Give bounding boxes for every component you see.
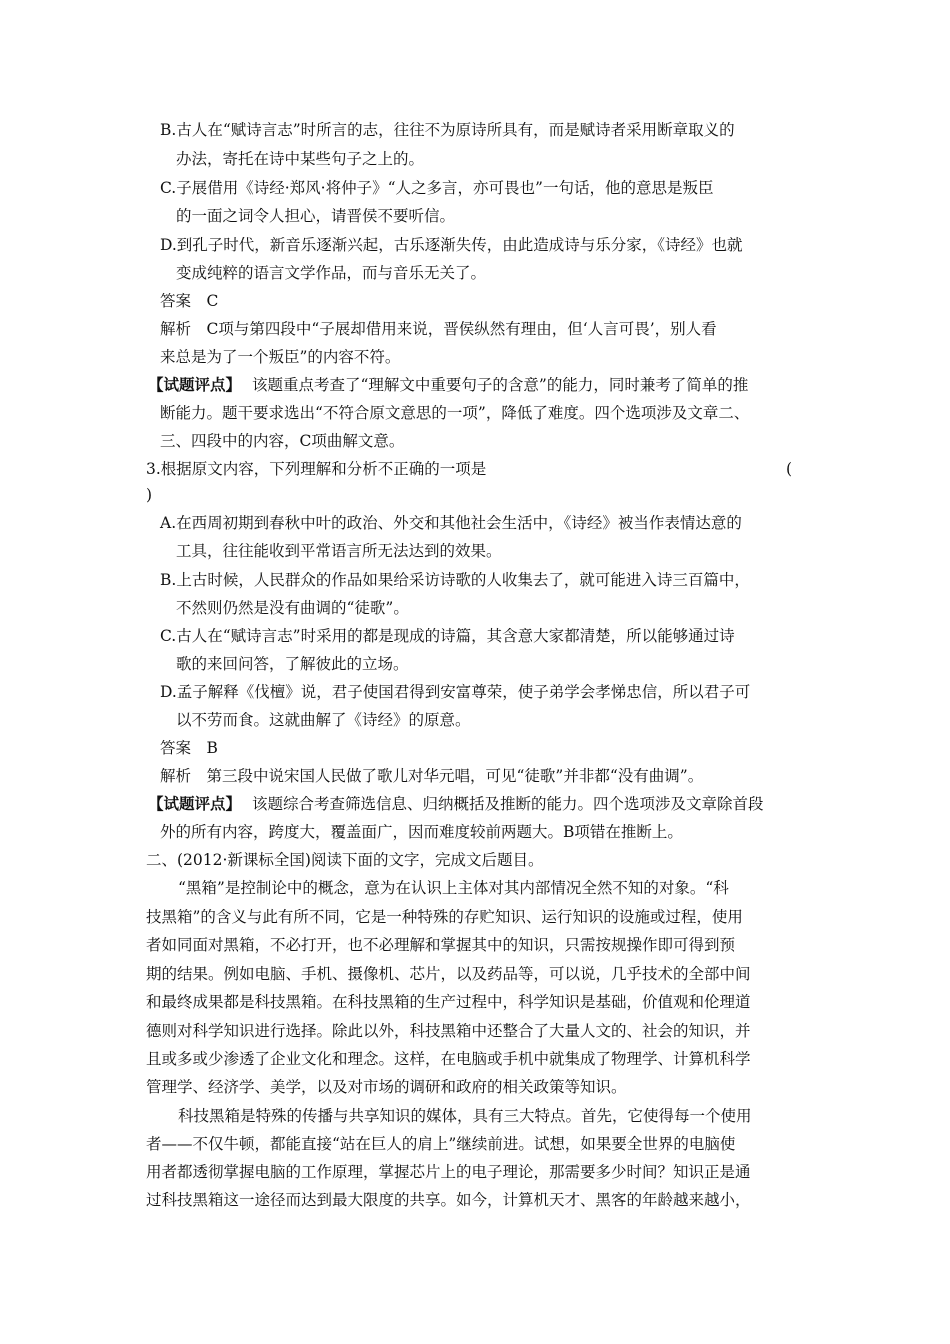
q3-option-d-line1: D.孟子解释《伐檀》说，君子使国君得到安富尊荣，使子弟学会孝悌忠信，所以君子可	[160, 683, 751, 701]
q2-review-line2: 断能力。题干要求选出“不符合原文意思的一项”，降低了难度。四个选项涉及文章二、	[160, 404, 750, 422]
q2-option-b-line2: 办法，寄托在诗中某些句子之上的。	[176, 150, 425, 168]
section2-para2-line4: 过科技黑箱这一途径而达到最大限度的共享。如今，计算机天才、黑客的年龄越来越小，	[146, 1191, 751, 1209]
q2-option-c-line1: C.子展借用《诗经·郑风·将仲子》“人之多言，亦可畏也”一句话，他的意思是叛臣	[160, 179, 714, 197]
q2-analysis-line1: 解析 C项与第四段中“子展却借用来说，晋侯纵然有理由，但‘人言可畏’，别人看	[160, 320, 717, 338]
q3-option-d-line2: 以不劳而食。这就曲解了《诗经》的原意。	[176, 711, 471, 729]
section2-heading: 二、(2012·新课标全国)阅读下面的文字，完成文后题目。	[146, 851, 544, 869]
q3-paren-close: )	[146, 486, 153, 504]
q2-review-line1: 该题重点考查了“理解文中重要句子的含意”的能力，同时兼考了简单的推	[252, 376, 749, 394]
q3-stem: 3.根据原文内容，下列理解和分析不正确的一项是	[146, 460, 487, 478]
q2-option-c-line2: 的一面之词令人担心，请晋侯不要听信。	[176, 207, 456, 225]
q3-answer: 答案 B	[160, 739, 218, 757]
section2-para2-line2: 者——不仅牛顿，都能直接“站在巨人的肩上”继续前进。试想，如果要全世界的电脑使	[146, 1135, 736, 1153]
q3-review-line1: 该题综合考查筛选信息、归纳概括及推断的能力。四个选项涉及文章除首段	[252, 795, 764, 813]
q3-option-c-line2: 歌的来回问答，了解彼此的立场。	[176, 655, 409, 673]
section2-para2-line1: 科技黑箱是特殊的传播与共享知识的媒体，具有三大特点。首先，它使得每一个使用	[178, 1107, 752, 1125]
q3-review-label: 【试题评点】	[148, 794, 242, 813]
q3-paren-open: (	[786, 460, 793, 478]
section2-para1-line4: 期的结果。例如电脑、手机、摄像机、芯片，以及药品等，可以说，几乎技术的全部中间	[146, 965, 751, 983]
q3-option-b-line1: B.上古时候，人民群众的作品如果给采访诗歌的人收集去了，就可能进入诗三百篇中，	[160, 571, 750, 589]
q2-answer: 答案 C	[160, 292, 219, 310]
q2-review-label: 【试题评点】	[148, 375, 242, 394]
q2-analysis-line2: 来总是为了一个叛臣”的内容不符。	[160, 348, 401, 366]
q3-option-a-line2: 工具，往往能收到平常语言所无法达到的效果。	[176, 542, 502, 560]
section2-para1-line7: 且或多或少渗透了企业文化和理念。这样，在电脑或手机中就集成了物理学、计算机科学	[146, 1050, 751, 1068]
q3-option-c-line1: C.古人在“赋诗言志”时采用的都是现成的诗篇，其含意大家都清楚，所以能够通过诗	[160, 627, 735, 645]
q2-option-b-line1: B.古人在“赋诗言志”时所言的志，往往不为原诗所具有，而是赋诗者采用断章取义的	[160, 121, 735, 139]
q2-option-d-line2: 变成纯粹的语言文学作品，而与音乐无关了。	[176, 264, 487, 282]
section2-para1-line3: 者如同面对黑箱，不必打开，也不必理解和掌握其中的知识，只需按规操作即可得到预	[146, 936, 736, 954]
section2-para1-line6: 德则对科学知识进行选择。除此以外，科技黑箱中还整合了大量人文的、社会的知识，并	[146, 1022, 751, 1040]
section2-para1-line2: 技黑箱”的含义与此有所不同，它是一种特殊的存贮知识、运行知识的设施或过程，使用	[146, 908, 743, 926]
q3-analysis: 解析 第三段中说宋国人民做了歌儿对华元唱，可见“徒歌”并非都“没有曲调”。	[160, 767, 704, 785]
section2-para1-line1: “黑箱”是控制论中的概念，意为在认识上主体对其内部情况全然不知的对象。“科	[178, 879, 729, 897]
q3-review-line2: 外的所有内容，跨度大，覆盖面广，因而难度较前两题大。B项错在推断上。	[160, 823, 683, 841]
q3-option-b-line2: 不然则仍然是没有曲调的“徒歌”。	[176, 599, 409, 617]
q3-option-a-line1: A.在西周初期到春秋中叶的政治、外交和其他社会生活中，《诗经》被当作表情达意的	[160, 514, 742, 532]
q2-review-line3: 三、四段中的内容，C项曲解文意。	[160, 432, 405, 450]
section2-para1-line5: 和最终成果都是科技黑箱。在科技黑箱的生产过程中，科学知识是基础，价值观和伦理道	[146, 993, 751, 1011]
section2-para2-line3: 用者都透彻掌握电脑的工作原理，掌握芯片上的电子理论，那需要多少时间？知识正是通	[146, 1163, 751, 1181]
q2-option-d-line1: D.到孔子时代，新音乐逐渐兴起，古乐逐渐失传，由此造成诗与乐分家，《诗经》也就	[160, 236, 743, 254]
section2-para1-line8: 管理学、经济学、美学，以及对市场的调研和政府的相关政策等知识。	[146, 1078, 627, 1096]
